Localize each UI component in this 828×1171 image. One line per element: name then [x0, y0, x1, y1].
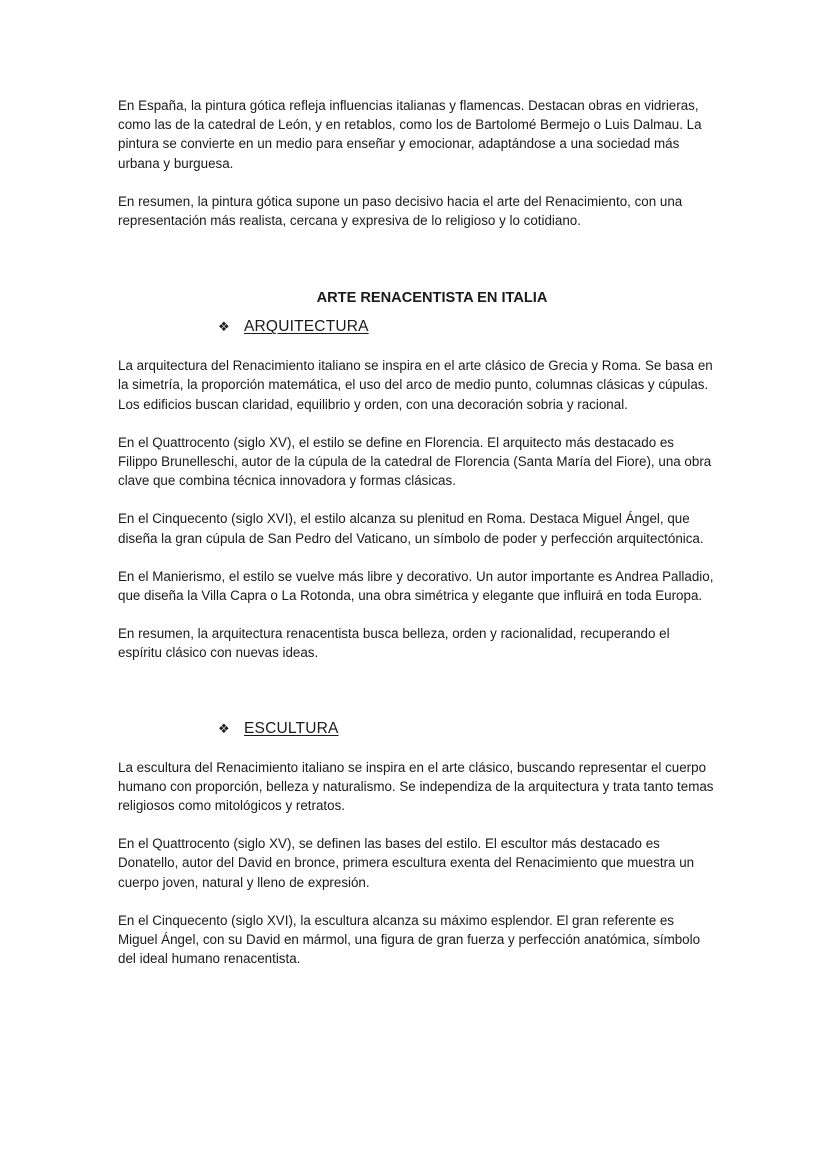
sculpture-heading-text: ESCULTURA — [244, 719, 339, 737]
page-content — [118, 96, 714, 968]
paragraph-architecture-mannerism: En el Manierismo, el estilo se vuelve más libre y decorativo. Un autor importante es Andrea Palladio, que diseña la Villa Capra o La Rotonda, una obra simétrica y elegante que influirá en toda Europa. — [118, 568, 714, 604]
diamond-bullet-icon: ❖ — [218, 319, 230, 335]
sculpture-heading — [218, 719, 714, 739]
architecture-heading-text: ARQUITECTURA — [244, 318, 369, 336]
paragraph-architecture-summary: En resumen, la arquitectura renacentista busca belleza, orden y racionalidad, recuperando el espíritu clásico con nuevas ideas. — [118, 626, 670, 661]
architecture-heading — [218, 317, 714, 337]
paragraph-architecture-cinquecento: En el Cinquecento (siglo XVI), el estilo alcanza su plenitud en Roma. Destaca Miguel Ángel, que diseña la gran cúpula de San Pedro del Vaticano, un símbolo de poder y perfección arquitectónica. — [118, 511, 704, 546]
paragraph-gothic-summary: En resumen, la pintura gótica supone un paso decisivo hacia el arte del Renacimiento, con una representación más realista, cercana y expresiva de lo religioso y lo cotidiano. — [118, 193, 683, 229]
paragraph-gothic-spain: En España, la pintura gótica refleja influencias italianas y flamencas. Destacan obras en vidrieras, como las de la catedral de León, y en retablos, como los de Bartolomé Bermejo o Luis Dalmau. La pintura se convierte en un medio para enseñar y emocionar, adaptándose a una sociedad más urbana y burguesa. — [118, 98, 702, 171]
section-title: ARTE RENACENTISTA EN ITALIA — [316, 290, 548, 307]
paragraph-architecture-quattrocento: En el Quattrocento (siglo XV), el estilo se define en Florencia. El arquitecto más destacado es Filippo Brunelleschi, autor de la cúpula de la catedral de Florencia (Santa María del Fiore), una obra clave que combina técnica innovadora y formas clásicas. — [118, 434, 712, 489]
diamond-bullet-icon: ❖ — [218, 720, 230, 736]
paragraph-sculpture-cinquecento: En el Cinquecento (siglo XVI), la escultura alcanza su máximo esplendor. El gran referente es Miguel Ángel, con su David en mármol, una figura de gran fuerza y perfección anatómica, símbolo del ideal humano renacentista. — [118, 912, 701, 967]
paragraph-sculpture-quattrocento: En el Quattrocento (siglo XV), se definen las bases del estilo. El escultor más destacado es Donatello, autor del David en bronce, primera escultura exenta del Renacimiento que muestra un cuerpo joven, natural y lleno de expresión. — [118, 836, 695, 890]
paragraph-sculpture-intro: La escultura del Renacimiento italiano se inspira en el arte clásico, buscando representar el cuerpo humano con proporción, belleza y naturalismo. Se independiza de la arquitectura y trata tanto temas religiosos como mitológicos y retratos. — [118, 759, 714, 814]
paragraph-architecture-intro: La arquitectura del Renacimiento italiano se inspira en el arte clásico de Grecia y Roma. Se basa en la simetría, la proporción matemática, el uso del arco de medio punto, columnas clásicas y cúpulas. Los edificios buscan claridad, equilibrio y orden, con una decoración sobria y racional. — [118, 358, 713, 412]
